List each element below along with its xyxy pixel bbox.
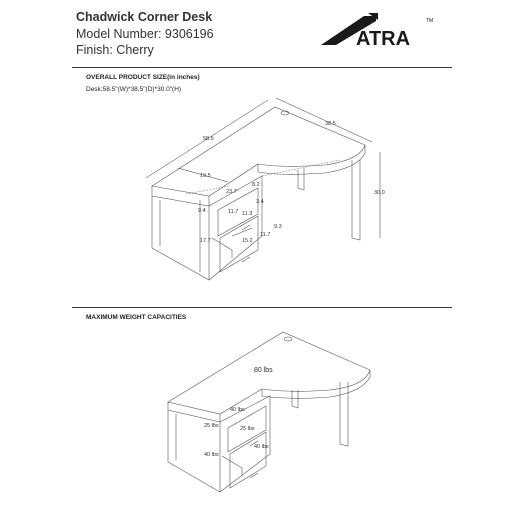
weight-shelf-left: 25 lbs (204, 423, 219, 429)
desk-dimensions: Desk:58.5"(W)*38.5"(D)*30.0"(H) (86, 86, 182, 93)
dim-height: 30.0 (374, 190, 385, 196)
size-section-title: OVERALL PRODUCT SIZE(in inches) (86, 74, 200, 81)
dim-11-3: 11.3 (242, 211, 253, 217)
dim-19-5: 19.5 (200, 173, 211, 179)
weight-drawer-large: 40 lbs (254, 444, 269, 450)
dim-15-2: 15.2 (242, 238, 253, 244)
weight-shelf-upper: 40 lbs (230, 407, 245, 413)
dim-23-7: 23.7 (226, 189, 237, 195)
product-name: Chadwick Corner Desk (76, 10, 213, 24)
dim-9-3: 9.3 (274, 224, 282, 230)
dim-11-7a: 11.7 (228, 209, 239, 215)
weight-top: 80 lbs (254, 367, 273, 374)
dim-17-7: 17.7 (200, 238, 211, 244)
dim-width: 58.5 (203, 136, 214, 142)
brand-name: ATRA (356, 28, 411, 50)
trademark-mark: TM (426, 18, 434, 24)
weight-section-title: MAXIMUM WEIGHT CAPACITIES (86, 314, 187, 321)
dim-11-7b: 11.7 (260, 232, 271, 238)
finish-label: Finish: Cherry (76, 43, 154, 57)
model-number: Model Number: 9306196 (76, 27, 214, 41)
dim-9-4: 9.4 (198, 208, 206, 214)
weight-shelf-lower: 40 lbs (204, 452, 219, 458)
dim-8-2: 8.2 (252, 182, 260, 188)
dim-3-4: 3.4 (256, 199, 264, 205)
dim-depth: 38.5 (325, 121, 336, 127)
weight-drawer-small: 25 lbs (240, 426, 255, 432)
